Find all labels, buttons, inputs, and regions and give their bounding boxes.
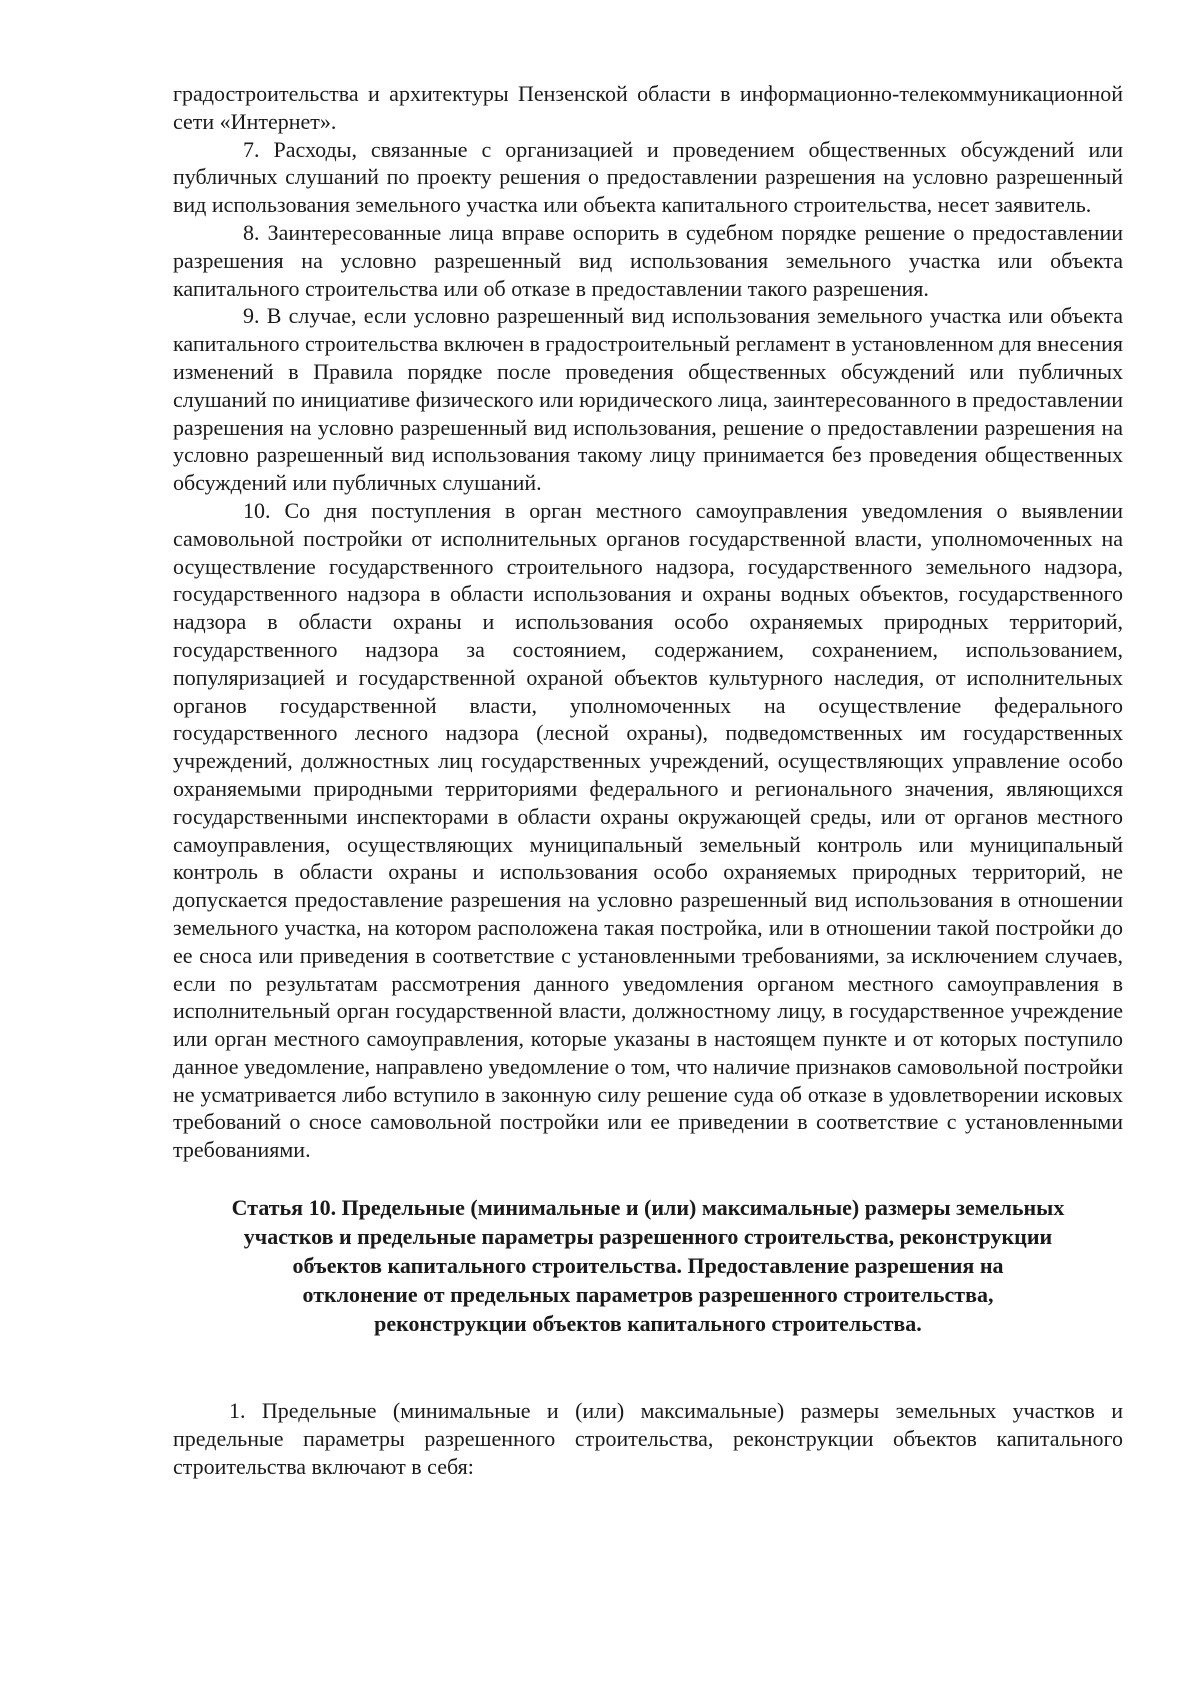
paragraph-item-10: 10. Со дня поступления в орган местного самоуправления уведомления о выявлении самовольной постройки от исполнительных органов государственной власти, уполномоченных на осуществление государственного строительного надзора, государственного земельного надзора, государственного надзора в области использования и охраны водных объектов, государственного надзора в области охраны и использования особо охраняемых природных территорий, государственного надзора за состоянием, содержанием, сохранением, использованием, популяризацией и государственной охраной объектов культурного наследия, от исполнительных органов государственной власти, уполномоченных на осуществление федерального государственного лесного надзора (лесной охраны), подведомственных им государственных учреждений, должностных лиц государственных учреждений, осуществляющих управление особо охраняемыми природными территориями федерального и регионального значения, являющихся государственными инспекторами в области охраны окружающей среды, или от органов местного самоуправления, осуществляющих муниципальный земельный контроль или муниципальный контроль в области охраны и использования особо охраняемых природных территорий, не допускается предоставление разрешения на условно разрешенный вид использования в отношении земельного участка, на котором расположена такая постройка, или в отношении такой постройки до ее сноса или приведения в соответствие с установленными требованиями, за исключением случаев, если по результатам рассмотрения данного уведомления органом местного самоуправления в исполнительный орган государственной власти, должностному лицу, в государственное учреждение или орган местного самоуправления, которые указаны в настоящем пункте и от которых поступило данное уведомление, направлено уведомление о том, что наличие признаков самовольной постройки не усматривается либо вступило в законную силу решение суда об отказе в удовлетворении исковых требований о сносе самовольной постройки или ее приведении в соответствие с установленными требованиями.	[173, 497, 1123, 1163]
heading-line: отклонение от предельных параметров разрешенного строительства,	[302, 1282, 994, 1308]
article-10-paragraph-1: 1. Предельные (минимальные и (или) максимальные) размеры земельных участков и предельные параметры разрешенного строительства, реконструкции объектов капитального строительства включают в себя:	[173, 1398, 1123, 1479]
heading-line: участков и предельные параметры разрешенного строительства, реконструкции	[243, 1224, 1053, 1250]
paragraph-item-9: 9. В случае, если условно разрешенный вид использования земельного участка или объекта капитального строительства включен в градостроительный регламент в установленном для внесения изменений в Правила порядке после проведения общественных обсуждений или публичных слушаний по инициативе физического или юридического лица, заинтересованного в предоставлении разрешения на условно разрешенный вид использования, решение о предоставлении разрешения на условно разрешенный вид использования такому лицу принимается без проведения общественных обсуждений или публичных слушаний.	[173, 303, 1123, 496]
article-10-heading	[173, 1193, 1123, 1338]
paragraph-item-8: 8. Заинтересованные лица вправе оспорить в судебном порядке решение о предоставлении разрешения на условно разрешенный вид использования земельного участка или объекта капитального строительства или об отказе в предоставлении такого разрешения.	[173, 219, 1123, 301]
heading-line: реконструкции объектов капитального строительства.	[374, 1311, 922, 1337]
heading-line: Статья 10. Предельные (минимальные и (или) максимальные) размеры земельных	[231, 1195, 1065, 1221]
heading-line: объектов капитального строительства. Предоставление разрешения на	[292, 1253, 1004, 1279]
paragraph-continuation: градостроительства и архитектуры Пензенской области в информационно-телекоммуникационной сети «Интернет».	[173, 81, 1123, 134]
paragraph-item-7: 7. Расходы, связанные с организацией и проведением общественных обсуждений или публичных слушаний по проекту решения о предоставлении разрешения на условно разрешенный вид использования земельного участка или объекта капитального строительства, несет заявитель.	[173, 136, 1123, 218]
